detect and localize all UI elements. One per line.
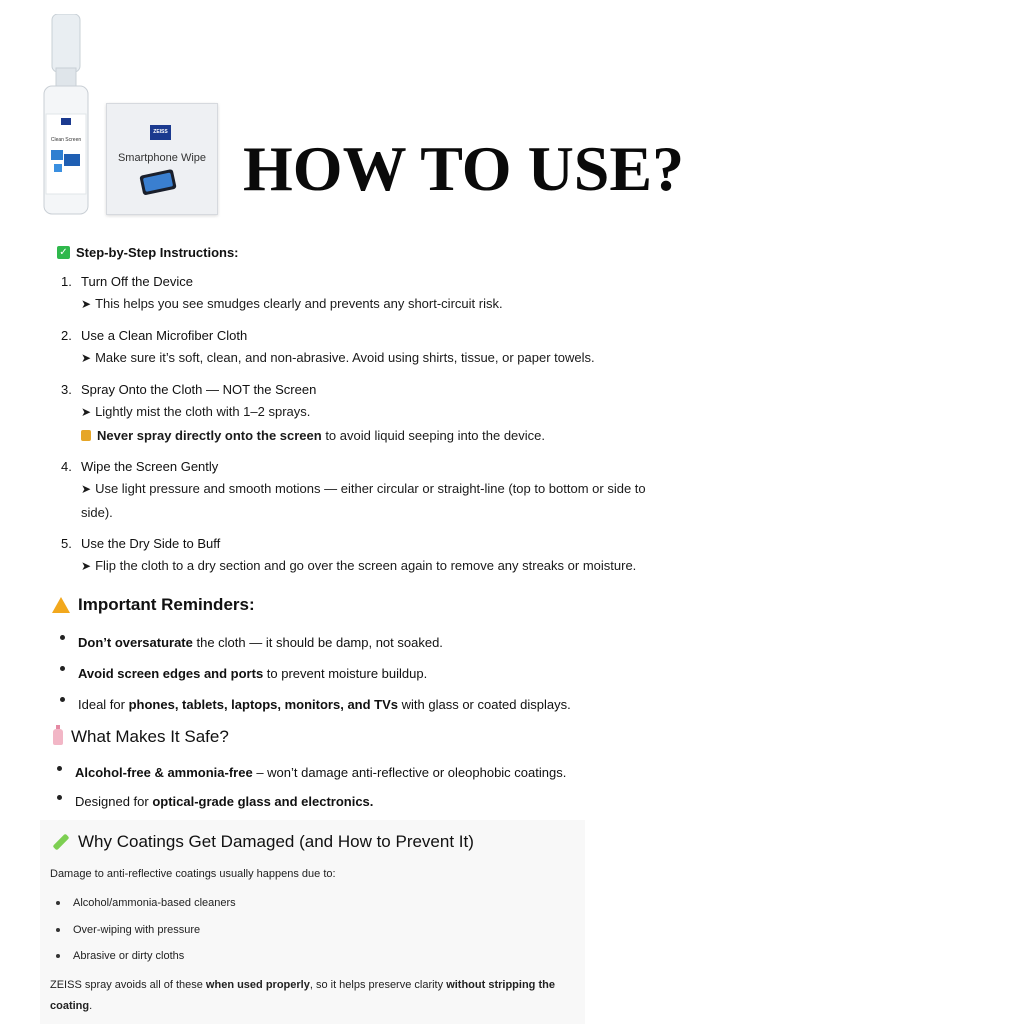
step-title: Use a Clean Microfiber Cloth bbox=[81, 328, 248, 343]
reminders-heading bbox=[52, 595, 255, 615]
wipe-packet-label: Smartphone Wipe bbox=[117, 152, 207, 164]
spray-bottle-image bbox=[42, 14, 90, 216]
check-icon: ✓ bbox=[57, 246, 70, 259]
list-item: Over-wiping with pressure bbox=[52, 917, 236, 944]
syringe-icon bbox=[53, 834, 70, 851]
arrow-icon: ➤ bbox=[81, 351, 92, 365]
page-headline: HOW TO USE? bbox=[243, 133, 685, 204]
step-number: 4. bbox=[61, 459, 72, 474]
smartphone-wipe-packet-image bbox=[106, 103, 218, 215]
safe-list bbox=[55, 758, 566, 816]
coatings-footer bbox=[50, 975, 580, 1017]
step-item bbox=[61, 380, 681, 447]
step-item bbox=[61, 326, 681, 370]
list-item: Alcohol/ammonia-based cleaners bbox=[52, 890, 236, 917]
reminder-bold: phones, tablets, laptops, monitors, and TVs bbox=[128, 697, 399, 712]
zeiss-logo: ZEISS bbox=[150, 125, 171, 140]
reminders-list bbox=[58, 627, 571, 720]
step-warning-text: to avoid liquid seeping into the device. bbox=[321, 428, 546, 443]
footer-bold: without stripping the coating bbox=[50, 979, 555, 1012]
safe-heading bbox=[53, 727, 229, 747]
step-warning-bold: Never spray directly onto the screen bbox=[97, 428, 322, 443]
reminder-text: Ideal for bbox=[78, 697, 129, 712]
reminders-heading-text: Important Reminders: bbox=[78, 595, 255, 614]
step-item bbox=[61, 534, 681, 578]
steps-heading-text: Step-by-Step Instructions: bbox=[76, 245, 239, 260]
list-item bbox=[58, 689, 571, 720]
list-item bbox=[55, 787, 566, 816]
arrow-icon: ➤ bbox=[81, 297, 92, 311]
reminder-text: with glass or coated displays. bbox=[398, 697, 571, 712]
step-item bbox=[61, 272, 681, 316]
reminder-text: the cloth — it should be damp, not soaked. bbox=[192, 635, 443, 650]
step-title: Use the Dry Side to Buff bbox=[81, 536, 221, 551]
footer-text: ZEISS spray avoids all of these bbox=[50, 979, 206, 991]
lock-icon bbox=[81, 430, 91, 441]
step-item bbox=[61, 457, 681, 524]
svg-text:Clean Screen: Clean Screen bbox=[50, 137, 82, 143]
step-number: 1. bbox=[61, 274, 72, 289]
arrow-icon: ➤ bbox=[81, 482, 92, 496]
safe-text: – won’t damage anti-reflective or oleophobic coatings. bbox=[252, 765, 567, 780]
footer-bold: when used properly bbox=[205, 979, 310, 991]
step-number: 5. bbox=[61, 536, 72, 551]
reminder-bold: Avoid screen edges and ports bbox=[78, 666, 264, 681]
arrow-icon: ➤ bbox=[81, 559, 92, 573]
footer-text: , so it helps preserve clarity bbox=[309, 979, 447, 991]
steps-heading bbox=[57, 245, 239, 260]
coatings-heading-text: Why Coatings Get Damaged (and How to Prevent It) bbox=[78, 832, 474, 851]
safe-bold: optical-grade glass and electronics. bbox=[152, 794, 374, 809]
safe-text: Designed for bbox=[75, 794, 153, 809]
step-number: 2. bbox=[61, 328, 72, 343]
list-item bbox=[58, 658, 571, 689]
step-detail: This helps you see smudges clearly and prevents any short-circuit risk. bbox=[95, 296, 503, 311]
step-detail: Lightly mist the cloth with 1–2 sprays. bbox=[95, 404, 311, 419]
coatings-heading bbox=[52, 832, 474, 852]
step-detail-continued: side). bbox=[81, 505, 113, 520]
safe-heading-text: What Makes It Safe? bbox=[71, 727, 229, 746]
smartphone-icon bbox=[139, 169, 179, 195]
reminder-bold: Don’t oversaturate bbox=[78, 635, 193, 650]
safe-bold: Alcohol-free & ammonia-free bbox=[75, 765, 253, 780]
list-item bbox=[55, 758, 566, 787]
list-item bbox=[58, 627, 571, 658]
coatings-panel bbox=[40, 820, 585, 1024]
reminder-text: to prevent moisture buildup. bbox=[263, 666, 428, 681]
step-detail: Flip the cloth to a dry section and go over the screen again to remove any streaks or moisture. bbox=[95, 558, 637, 573]
arrow-icon: ➤ bbox=[81, 405, 92, 419]
step-detail: Use light pressure and smooth motions — either circular or straight-line (top to bottom or side to bbox=[95, 481, 646, 496]
step-title: Spray Onto the Cloth — NOT the Screen bbox=[81, 382, 317, 397]
coatings-list bbox=[52, 890, 236, 970]
step-number: 3. bbox=[61, 382, 72, 397]
coatings-intro: Damage to anti-reflective coatings usually happens due to: bbox=[50, 868, 336, 880]
warning-icon bbox=[52, 597, 70, 613]
footer-text: . bbox=[89, 1000, 93, 1012]
steps-list bbox=[61, 272, 681, 588]
step-title: Turn Off the Device bbox=[81, 274, 193, 289]
step-detail: Make sure it’s soft, clean, and non-abrasive. Avoid using shirts, tissue, or paper towels. bbox=[95, 350, 595, 365]
list-item: Abrasive or dirty cloths bbox=[52, 943, 236, 970]
lotion-bottle-icon bbox=[53, 729, 63, 745]
step-title: Wipe the Screen Gently bbox=[81, 459, 219, 474]
